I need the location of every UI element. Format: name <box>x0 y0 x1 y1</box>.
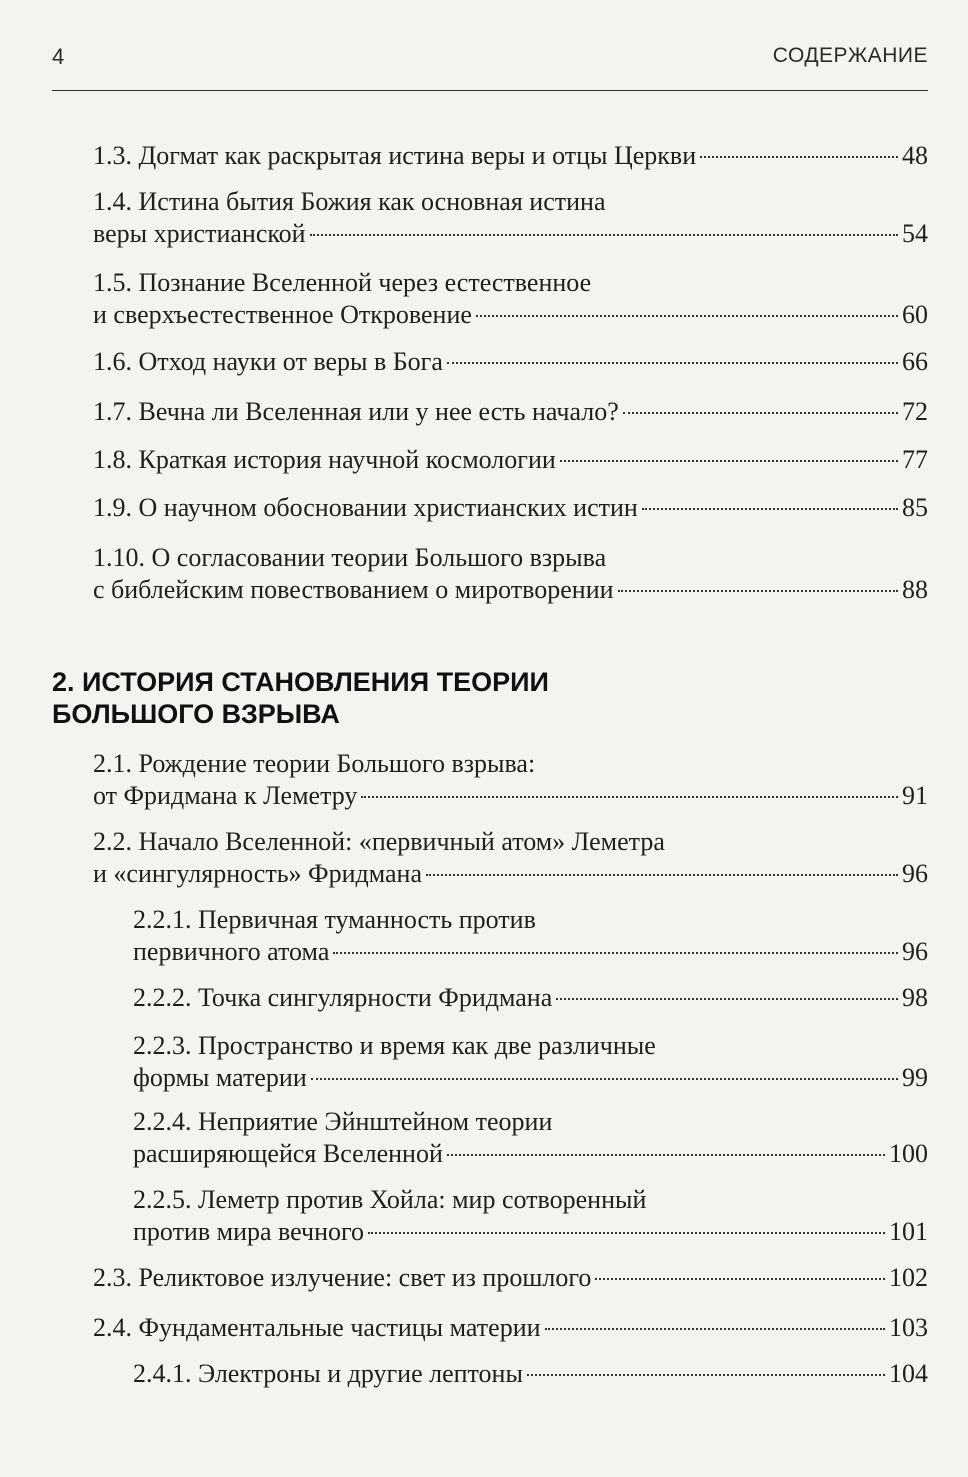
page-header <box>52 40 928 91</box>
page-ref: 96 <box>902 859 928 888</box>
page-ref: 60 <box>902 300 928 329</box>
page-ref: 85 <box>902 493 928 522</box>
leader-dots <box>560 460 898 462</box>
toc-entry[interactable]: 2.1. Рождение теории Большого взрыва: от Фридмана к Леметру 91 <box>93 749 928 810</box>
page-ref: 99 <box>902 1063 928 1092</box>
page-ref: 98 <box>902 983 928 1012</box>
toc-entry[interactable]: 2.2.2. Точка сингулярности Фридмана 98 <box>133 983 928 1012</box>
page-ref: 91 <box>902 781 928 810</box>
page-ref: 54 <box>902 219 928 248</box>
toc-entry[interactable]: 2.2.4. Неприятие Эйнштейном теории расширяющейся Вселенной 100 <box>133 1107 928 1168</box>
page-number: 4 <box>52 44 65 69</box>
toc-entry[interactable]: 2.2.1. Первичная туманность против первичного атома 96 <box>133 905 928 966</box>
toc-entry[interactable]: 1.6. Отход науки от веры в Бога 66 <box>93 347 928 376</box>
toc-entry[interactable]: 1.9. О научном обосновании христианских истин 85 <box>93 493 928 522</box>
section-heading[interactable]: 2. ИСТОРИЯ СТАНОВЛЕНИЯ ТЕОРИИ БОЛЬШОГО ВЗРЫВА <box>52 667 549 729</box>
leader-dots <box>545 1328 885 1330</box>
page-ref: 104 <box>889 1359 928 1388</box>
leader-dots <box>595 1278 885 1280</box>
leader-dots <box>556 998 898 1000</box>
leader-dots <box>426 874 898 876</box>
toc-entry[interactable]: 2.4.1. Электроны и другие лептоны 104 <box>133 1359 928 1388</box>
page-ref: 88 <box>902 575 928 604</box>
running-head: СОДЕРЖАНИЕ <box>772 44 928 67</box>
page-ref: 103 <box>889 1313 928 1342</box>
toc-entry[interactable]: 2.3. Реликтовое излучение: свет из прошлого 102 <box>93 1263 928 1292</box>
leader-dots <box>642 508 898 510</box>
page-ref: 66 <box>902 347 928 376</box>
leader-dots <box>527 1374 885 1376</box>
toc-entry[interactable]: 1.7. Вечна ли Вселенная или у нее есть начало? 72 <box>93 397 928 426</box>
toc-entry[interactable]: 1.5. Познание Вселенной через естественное и сверхъестественное Откровение 60 <box>93 268 928 329</box>
leader-dots <box>700 156 898 158</box>
page-ref: 100 <box>889 1139 928 1168</box>
leader-dots <box>310 234 898 236</box>
toc-entry[interactable]: 1.8. Краткая история научной космологии 77 <box>93 445 928 474</box>
toc-entry[interactable]: 2.4. Фундаментальные частицы материи 103 <box>93 1313 928 1342</box>
page-ref: 102 <box>889 1263 928 1292</box>
leader-dots <box>333 952 898 954</box>
leader-dots <box>368 1232 885 1234</box>
leader-dots <box>447 362 898 364</box>
toc-entry[interactable]: 2.2.5. Леметр против Хойла: мир сотворенный против мира вечного 101 <box>133 1185 928 1246</box>
page-ref: 101 <box>889 1217 928 1246</box>
leader-dots <box>623 412 898 414</box>
page-ref: 72 <box>902 397 928 426</box>
leader-dots <box>618 590 898 592</box>
page-ref: 48 <box>902 141 928 170</box>
leader-dots <box>447 1154 885 1156</box>
leader-dots <box>311 1078 898 1080</box>
leader-dots <box>476 315 898 317</box>
toc-entry[interactable]: 1.10. О согласовании теории Большого взрыва с библейским повествованием о миротворении 88 <box>93 543 928 604</box>
toc-entry[interactable]: 2.2.3. Пространство и время как две различные формы материи 99 <box>133 1031 928 1092</box>
leader-dots <box>361 796 898 798</box>
toc-entry[interactable]: 1.3. Догмат как раскрытая истина веры и отцы Церкви 48 <box>93 141 928 170</box>
toc-entry[interactable]: 2.2. Начало Вселенной: «первичный атом» Леметра и «сингулярность» Фридмана 96 <box>93 827 928 888</box>
page-ref: 77 <box>902 445 928 474</box>
toc-entry[interactable]: 1.4. Истина бытия Божия как основная истина веры христианской 54 <box>93 187 928 248</box>
page-ref: 96 <box>902 937 928 966</box>
